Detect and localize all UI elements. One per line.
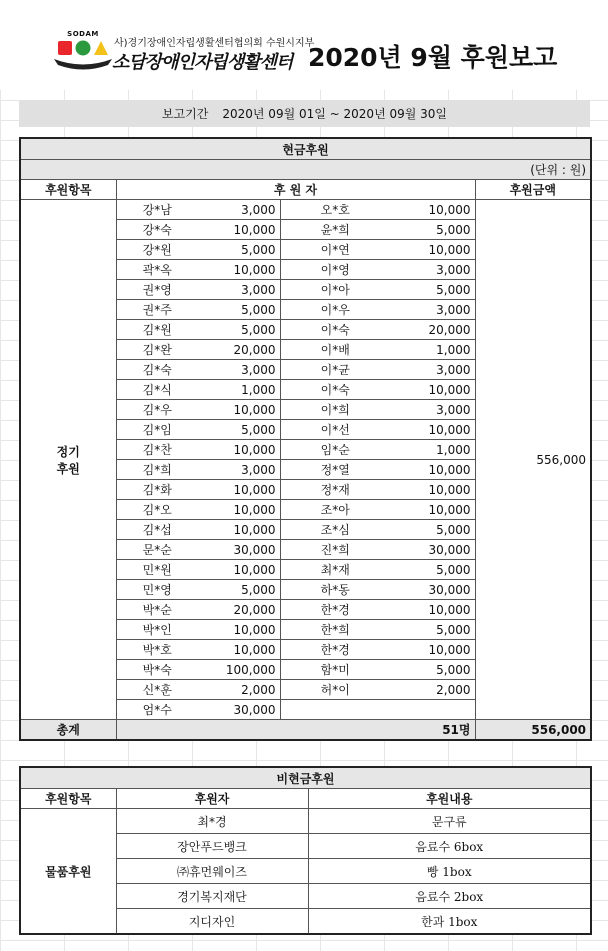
donor-name: 이*우 xyxy=(280,300,390,320)
donor-name: 권*영 xyxy=(116,280,198,300)
report-title: 2020년 9월 후원보고 xyxy=(308,43,558,72)
donor-amount: 10,000 xyxy=(198,620,280,640)
donor-name: 김*오 xyxy=(116,500,198,520)
donor-name: 정*재 xyxy=(280,480,390,500)
category-line1: 정기 xyxy=(56,444,80,459)
donor-amount: 1,000 xyxy=(390,440,475,460)
total-count: 51명 xyxy=(116,720,475,741)
donor-name: 강*숙 xyxy=(116,220,198,240)
donor-amount: 1,000 xyxy=(198,380,280,400)
donor-name: 윤*희 xyxy=(280,220,390,240)
donor-name: 이*선 xyxy=(280,420,390,440)
col-amount: 후원금액 xyxy=(475,180,591,200)
donor-name: 김*찬 xyxy=(116,440,198,460)
donor-amount: 5,000 xyxy=(390,520,475,540)
donor-amount: 3,000 xyxy=(390,300,475,320)
donor-amount: 3,000 xyxy=(390,260,475,280)
donor-amount: 10,000 xyxy=(390,240,475,260)
donor-name: 신*훈 xyxy=(116,680,198,700)
donor-amount: 10,000 xyxy=(198,500,280,520)
donor-name: 지디자인 xyxy=(116,909,308,935)
donor-amount: 3,000 xyxy=(198,200,280,220)
donor-name: 문*순 xyxy=(116,540,198,560)
donor-name: 김*숙 xyxy=(116,360,198,380)
donor-name: 하*동 xyxy=(280,580,390,600)
donor-amount: 10,000 xyxy=(198,220,280,240)
donor-amount xyxy=(390,700,475,720)
total-label: 총계 xyxy=(20,720,116,741)
donor-amount: 10,000 xyxy=(390,480,475,500)
donor-amount: 30,000 xyxy=(198,700,280,720)
donor-name: 박*숙 xyxy=(116,660,198,680)
donor-name: 강*원 xyxy=(116,240,198,260)
donor-name: 박*인 xyxy=(116,620,198,640)
donor-name: 장안푸드뱅크 xyxy=(116,834,308,859)
donor-amount: 10,000 xyxy=(198,640,280,660)
logo-text: SODAM xyxy=(67,30,99,38)
donor-amount: 10,000 xyxy=(390,380,475,400)
donor-name: 이*숙 xyxy=(280,320,390,340)
donor-amount: 100,000 xyxy=(198,660,280,680)
table-row xyxy=(20,809,591,834)
period-label: 보고기간 xyxy=(161,107,209,121)
sodam-logo xyxy=(52,30,114,74)
donor-amount: 20,000 xyxy=(198,600,280,620)
donor-amount: 3,000 xyxy=(390,360,475,380)
col-donor: 후 원 자 xyxy=(116,180,475,200)
org-name: 소담장애인자립생활센터 xyxy=(112,52,293,73)
donor-amount: 5,000 xyxy=(198,420,280,440)
donor-amount: 2,000 xyxy=(198,680,280,700)
donor-name: 경기복지재단 xyxy=(116,884,308,909)
report-period xyxy=(19,100,590,127)
donation-content: 음료수 6box xyxy=(308,834,591,859)
donor-name: 민*영 xyxy=(116,580,198,600)
donation-content: 한과 1box xyxy=(308,909,591,935)
donor-amount: 3,000 xyxy=(198,280,280,300)
donor-name: 강*남 xyxy=(116,200,198,220)
donor-name xyxy=(280,700,390,720)
donor-amount: 10,000 xyxy=(198,560,280,580)
donor-name: 김*식 xyxy=(116,380,198,400)
donor-name: 이*숙 xyxy=(280,380,390,400)
donor-amount: 5,000 xyxy=(198,580,280,600)
donor-amount: 10,000 xyxy=(390,600,475,620)
donor-name: ㈜휴먼웨이즈 xyxy=(116,859,308,884)
donor-name: 임*순 xyxy=(280,440,390,460)
donation-content: 빵 1box xyxy=(308,859,591,884)
donor-name: 박*호 xyxy=(116,640,198,660)
donor-amount: 5,000 xyxy=(390,280,475,300)
unit-label: (단위 : 원) xyxy=(20,160,591,180)
nc-col-content: 후원내용 xyxy=(308,789,591,809)
donor-amount: 2,000 xyxy=(390,680,475,700)
category-amount: 556,000 xyxy=(475,200,591,720)
donor-name: 한*경 xyxy=(280,600,390,620)
donor-name: 허*이 xyxy=(280,680,390,700)
noncash-donation-table xyxy=(19,766,592,935)
donor-name: 조*아 xyxy=(280,500,390,520)
donor-name: 이*영 xyxy=(280,260,390,280)
donor-amount: 5,000 xyxy=(198,320,280,340)
donor-name: 김*희 xyxy=(116,460,198,480)
donor-amount: 3,000 xyxy=(198,460,280,480)
donor-name: 김*우 xyxy=(116,400,198,420)
donor-name: 민*원 xyxy=(116,560,198,580)
cash-donation-table xyxy=(19,137,592,741)
donor-amount: 30,000 xyxy=(198,540,280,560)
donor-name: 김*임 xyxy=(116,420,198,440)
col-category: 후원항목 xyxy=(20,180,116,200)
donor-amount: 10,000 xyxy=(390,640,475,660)
donation-content: 음료수 2box xyxy=(308,884,591,909)
noncash-section-title: 비현금후원 xyxy=(20,767,591,789)
donor-amount: 20,000 xyxy=(390,320,475,340)
donor-name: 최*재 xyxy=(280,560,390,580)
donor-amount: 10,000 xyxy=(198,440,280,460)
donor-name: 박*순 xyxy=(116,600,198,620)
donor-name: 곽*옥 xyxy=(116,260,198,280)
donor-name: 한*경 xyxy=(280,640,390,660)
donor-name: 이*아 xyxy=(280,280,390,300)
donor-amount: 10,000 xyxy=(390,200,475,220)
donor-name: 엄*수 xyxy=(116,700,198,720)
donor-amount: 30,000 xyxy=(390,580,475,600)
org-line: 사)경기장애인자립생활센터협의회 수원시지부 xyxy=(114,38,315,49)
donor-name: 권*주 xyxy=(116,300,198,320)
nc-col-category: 후원항목 xyxy=(20,789,116,809)
donor-amount: 10,000 xyxy=(390,460,475,480)
donor-amount: 5,000 xyxy=(390,560,475,580)
category-line2: 후원 xyxy=(56,461,80,476)
donor-amount: 5,000 xyxy=(198,240,280,260)
donor-name: 최*경 xyxy=(116,809,308,834)
donor-amount: 3,000 xyxy=(198,360,280,380)
donor-amount: 10,000 xyxy=(198,260,280,280)
donor-name: 김*화 xyxy=(116,480,198,500)
donor-amount: 3,000 xyxy=(390,400,475,420)
cash-section-title: 현금후원 xyxy=(20,138,591,160)
donor-amount: 10,000 xyxy=(390,420,475,440)
donor-name: 진*희 xyxy=(280,540,390,560)
total-row xyxy=(20,720,591,741)
donation-content: 문구류 xyxy=(308,809,591,834)
donor-name: 김*섭 xyxy=(116,520,198,540)
donor-name: 함*미 xyxy=(280,660,390,680)
donor-name: 오*호 xyxy=(280,200,390,220)
donor-amount: 5,000 xyxy=(390,660,475,680)
donor-name: 이*희 xyxy=(280,400,390,420)
donor-amount: 10,000 xyxy=(198,400,280,420)
table-row xyxy=(20,200,591,220)
logo-mark-icon xyxy=(52,30,114,74)
period-value: 2020년 09월 01일 ~ 2020년 09월 30일 xyxy=(222,107,448,121)
nc-col-donor: 후원자 xyxy=(116,789,308,809)
donor-amount: 1,000 xyxy=(390,340,475,360)
donor-name: 정*열 xyxy=(280,460,390,480)
category-regular xyxy=(20,200,116,720)
donor-name: 이*균 xyxy=(280,360,390,380)
category-goods: 물품후원 xyxy=(20,809,116,935)
total-amount: 556,000 xyxy=(475,720,591,741)
donor-name: 이*배 xyxy=(280,340,390,360)
donor-amount: 10,000 xyxy=(390,500,475,520)
donor-amount: 5,000 xyxy=(390,220,475,240)
donor-name: 김*원 xyxy=(116,320,198,340)
donor-name: 김*완 xyxy=(116,340,198,360)
donor-amount: 5,000 xyxy=(390,620,475,640)
donor-amount: 20,000 xyxy=(198,340,280,360)
report-header xyxy=(0,0,608,90)
donor-name: 한*희 xyxy=(280,620,390,640)
donor-amount: 30,000 xyxy=(390,540,475,560)
donor-amount: 5,000 xyxy=(198,300,280,320)
donor-amount: 10,000 xyxy=(198,480,280,500)
donor-name: 조*심 xyxy=(280,520,390,540)
donor-name: 이*연 xyxy=(280,240,390,260)
donor-amount: 10,000 xyxy=(198,520,280,540)
